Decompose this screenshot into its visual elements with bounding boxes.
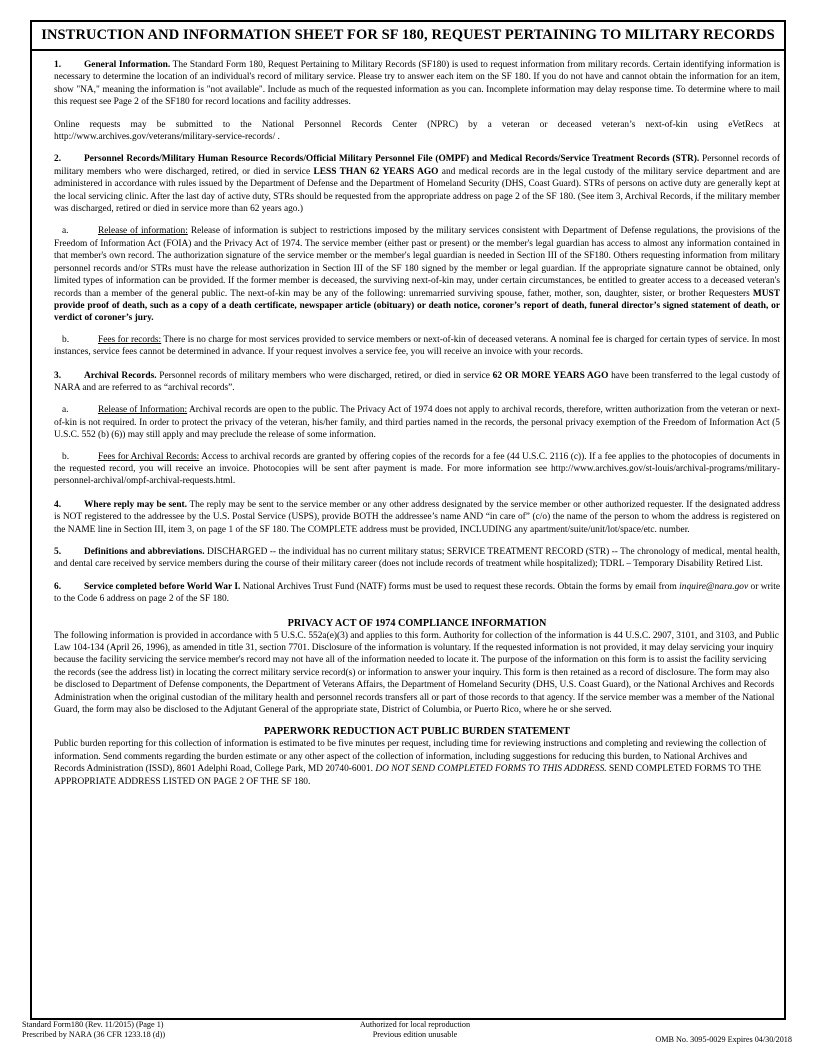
section-archival-records [54,370,780,395]
section-number: 6. [54,581,62,592]
footer-omb-number: OMB No. 3095-0029 Expires 04/30/2018 [655,1035,792,1044]
section-text: or write to the Code 6 address on page 2 of the SF 180. [54,581,780,605]
section-number: 3. [54,370,62,381]
online-requests-note: Online requests may be submitted to the National Personnel Records Center (NPRC) by a veteran or deceased veteran’s next-of-kin using eVetRecs at http://www.archives.gov/veterans/military-service-records/ . [54,119,780,143]
section-before-world-war-i [54,581,780,606]
section-number: 1. [54,60,62,70]
section-emphasis: 62 OR MORE YEARS AGO [492,370,609,381]
page-footer [22,1020,792,1050]
section-definitions [54,546,780,571]
footer-prescribed: Prescribed by NARA (36 CFR 1233.18 (d)) [22,1030,166,1039]
subsection-title: Fees for Archival Records: [98,451,200,462]
subsection-label: b. [62,334,70,345]
form-frame [30,20,786,1020]
section-text: and medical records are in the legal custody of the military service department and are administered in accordance with rules issued by the Department of Defense and the Department of Homeland Security (DHS, Coast Guard). STRs of persons on active duty are generally kept at the local servicing clinic. After the last day of active duty, STRs should be requested from the appropriate address on page 2 of the SF 180. (See item 3, Archival Records, if the military member was discharged, retired or died in service more than 62 years ago.) [54,166,780,215]
section-emphasis: LESS THAN 62 YEARS AGO [313,166,439,177]
page-title: INSTRUCTION AND INFORMATION SHEET FOR SF 180, REQUEST PERTAINING TO MILITARY RECORDS [32,22,784,51]
privacy-heading: PRIVACY ACT OF 1974 COMPLIANCE INFORMATION [287,617,547,629]
subsection-release-of-information [54,225,780,324]
subsection-text: Access to archival records are granted by offering copies of the records for a fee (44 U.S.C. 2116 (c)). If a fee applies to the photocopies of documents in the requested record, you will receive an invoice. Photocopies will be sent after payment is made. For more information see http://www.archives.gov/st-louis/archival-programs/military-personnel-archival/ompf-archival-requests.html. [54,451,780,487]
footer-reproduction-info [340,1020,490,1040]
footer-form-info [22,1020,165,1040]
section-text: National Archives Trust Fund (NATF) forms must be used to request these records. Obtain the forms by email from [240,581,680,592]
section-general-information [54,59,780,109]
section-heading: Where reply may be sent. [84,499,188,510]
subsection-text: Release of information is subject to restrictions imposed by the military services consistent with Department of Defense regulations, the provisions of the Freedom of Information Act (FOIA) and the Privacy Act of 1974. The service member (either past or present) or the member's legal guardian has access to almost any information contained in that member's own record. The authorization signature of the service member or the member's legal guardian is needed in Section III of the SF180. Others requesting information from military personnel records and/or STRs must have the release authorization in Section III of the SF 180 signed by the member or legal guardian. If the appropriate signature cannot be obtained, only limited types of information can be provided. If the former member is deceased, the surviving next-of-kin may, under certain circumstances, be entitled to greater access to a deceased veteran's records than a member of the general public. The next-of-kin may be any of the following: unremarried surviving spouse, father, mother, son, daughter, sister, or brother Requesters [54,226,780,299]
section-where-reply-sent [54,499,780,536]
subsection-title: Release of information: [98,226,188,237]
section-heading: Definitions and abbreviations. [84,547,205,557]
subsection-label: b. [62,451,70,462]
section-heading: General Information. [84,60,171,70]
section-text: Personnel records of military members who were discharged, retired, or died in service [156,370,493,381]
subsection-fees-for-records [54,334,780,359]
proof-of-death-requirement: MUST provide proof of death, such as a copy of a death certificate, newspaper article (obituary) or death notice, coroner’s report of death, funeral director’s signed statement of death, or verdict of coroner’s jury. [54,288,780,324]
footer-previous-edition: Previous edition unusable [372,1030,458,1039]
subsection-label: a. [62,405,69,416]
section-number: 2. [54,154,62,165]
subsection-text: Archival records are open to the public. The Privacy Act of 1974 does not apply to archival records, therefore, written authorization from the veteran or next-of-kin is not required. In order to protect the privacy of the veteran, his/her family, and third parties named in the records, the personal privacy exemption of the Freedom of Information Act (5 U.S.C. 552 (b) (6)) may still apply and may preclude the release of some information. [54,405,780,441]
paperwork-text-part: SEND COMPLETED FORMS TO THE APPROPRIATE ADDRESS LISTED ON PAGE 2 OF THE SF 180. [54,764,762,787]
privacy-act-block [32,618,784,788]
section-heading: Archival Records. [84,370,157,381]
subsection-text: There is no charge for most services provided to service members or next-of-kin of deceased veterans. A nominal fee is charged for certain types of service. In most instances, service fees cannot be determined in advance. If your request involves a service fee, you will receive an invoice with your records. [54,334,780,358]
paperwork-warning: DO NOT SEND COMPLETED FORMS TO THIS ADDRESS. [375,764,607,775]
section-heading: Service completed before World War I. [84,581,241,592]
section-text: Personnel records of military members who were discharged, retired, or died in service [54,154,780,177]
subsection-archival-fees [54,451,780,488]
section-text: The Standard Form 180, Request Pertaining to Military Records (SF180) is used to request information from military records. Certain identifying information is necessary to determine the location of an individual's record of military service. Please try to answer each item on the SF 180. If you do not have and cannot obtain the information for an item, show "NA," meaning the information is "not available". Include as much of the requested information as you can. Incomplete information may delay response time. To determine where to mail this request see Page 2 of the SF180 for record locations and facility addresses. [54,60,780,108]
section-text: The reply may be sent to the service member or any other address designated by the service member or other authorized requester. If the designated address is NOT registered to the addressee by the U.S. Postal Service (USPS), provide BOTH the addressee’s name AND “in care of” (c/o) the name of the person to whom the address is registered on the NAME line in Section III, item 3, on page 1 of the SF 180. The COMPLETE address must be provided, INCLUDING any apartment/suite/unit/lot/space/etc. number. [54,499,780,535]
footer-form-number: Standard Form180 (Rev. 11/2015) (Page 1) [22,1020,164,1029]
section-personnel-records [54,153,780,215]
paperwork-text [54,738,780,788]
subsection-title: Fees for records: [98,334,162,345]
email-link[interactable]: inquire@nara.gov [679,581,749,592]
subsection-label: a. [62,226,69,237]
section-heading: Personnel Records/Military Human Resource Records/Official Military Personnel File (OMPF) and Medical Records/Service Treatment Records (STR). [84,154,700,165]
paperwork-heading: PAPERWORK REDUCTION ACT PUBLIC BURDEN STATEMENT [264,726,570,738]
footer-authorized: Authorized for local reproduction [359,1020,471,1029]
section-text: DISCHARGED -- the individual has no current military status; SERVICE TREATMENT RECORD (STR) -- The chronology of medical, mental health, and dental care received by service members during the course of their military career (does not include records of treatment while hospitalized); TDRL – Temporary Disability Retired List. [54,547,780,570]
paperwork-text-part: Public burden reporting for this collection of information is estimated to be five minutes per request, including time for reviewing instructions and completing and reviewing the collection of information. Send comments regarding the burden estimate or any other aspect of the collection of information, including suggestions for reducing this burden, to National Archives and Records Administration (ISSD), 8601 Adelphi Road, College Park, MD 20740-6001. [54,739,767,775]
privacy-text: The following information is provided in accordance with 5 U.S.C. 552a(e)(3) and applies to this form. Authority for collection of the information is 44 U.S.C. 2907, 3101, and 3103, and Public Law 104-134 (April 26, 1996), as amended in title 31, section 7701. Disclosure of the information is voluntary. If the requested information is not provided, it may delay servicing your inquiry because the facility servicing the service member's record may not have all of the information needed to locate it. The purpose of the information on this form is to assist the facility servicing the records (see the address list) in locating the correct military service record(s) or information to answer your inquiry. This form is then retained as a record of disclosure. The form may also be disclosed to Department of Defense components, the Department of Veterans Affairs, the Department of Homeland Security (DHS, U.S. Coast Guard), or the National Archives and Records Administration when the original custodian of the military health and personnel records transfers all or part of those records to that agency. If the service member was a member of the National Guard, the form may also be disclosed to the Adjutant General of the appropriate state, District of Columbia, or Puerto Rico, where he or she served. [54,630,779,716]
section-number: 4. [54,499,62,510]
subsection-title: Release of Information: [98,405,188,416]
instructions-body [32,51,784,606]
subsection-archival-release [54,404,780,441]
section-text: have been transferred to the legal custody of NARA and are referred to as “archival records”. [54,370,780,393]
section-number: 5. [54,547,62,557]
